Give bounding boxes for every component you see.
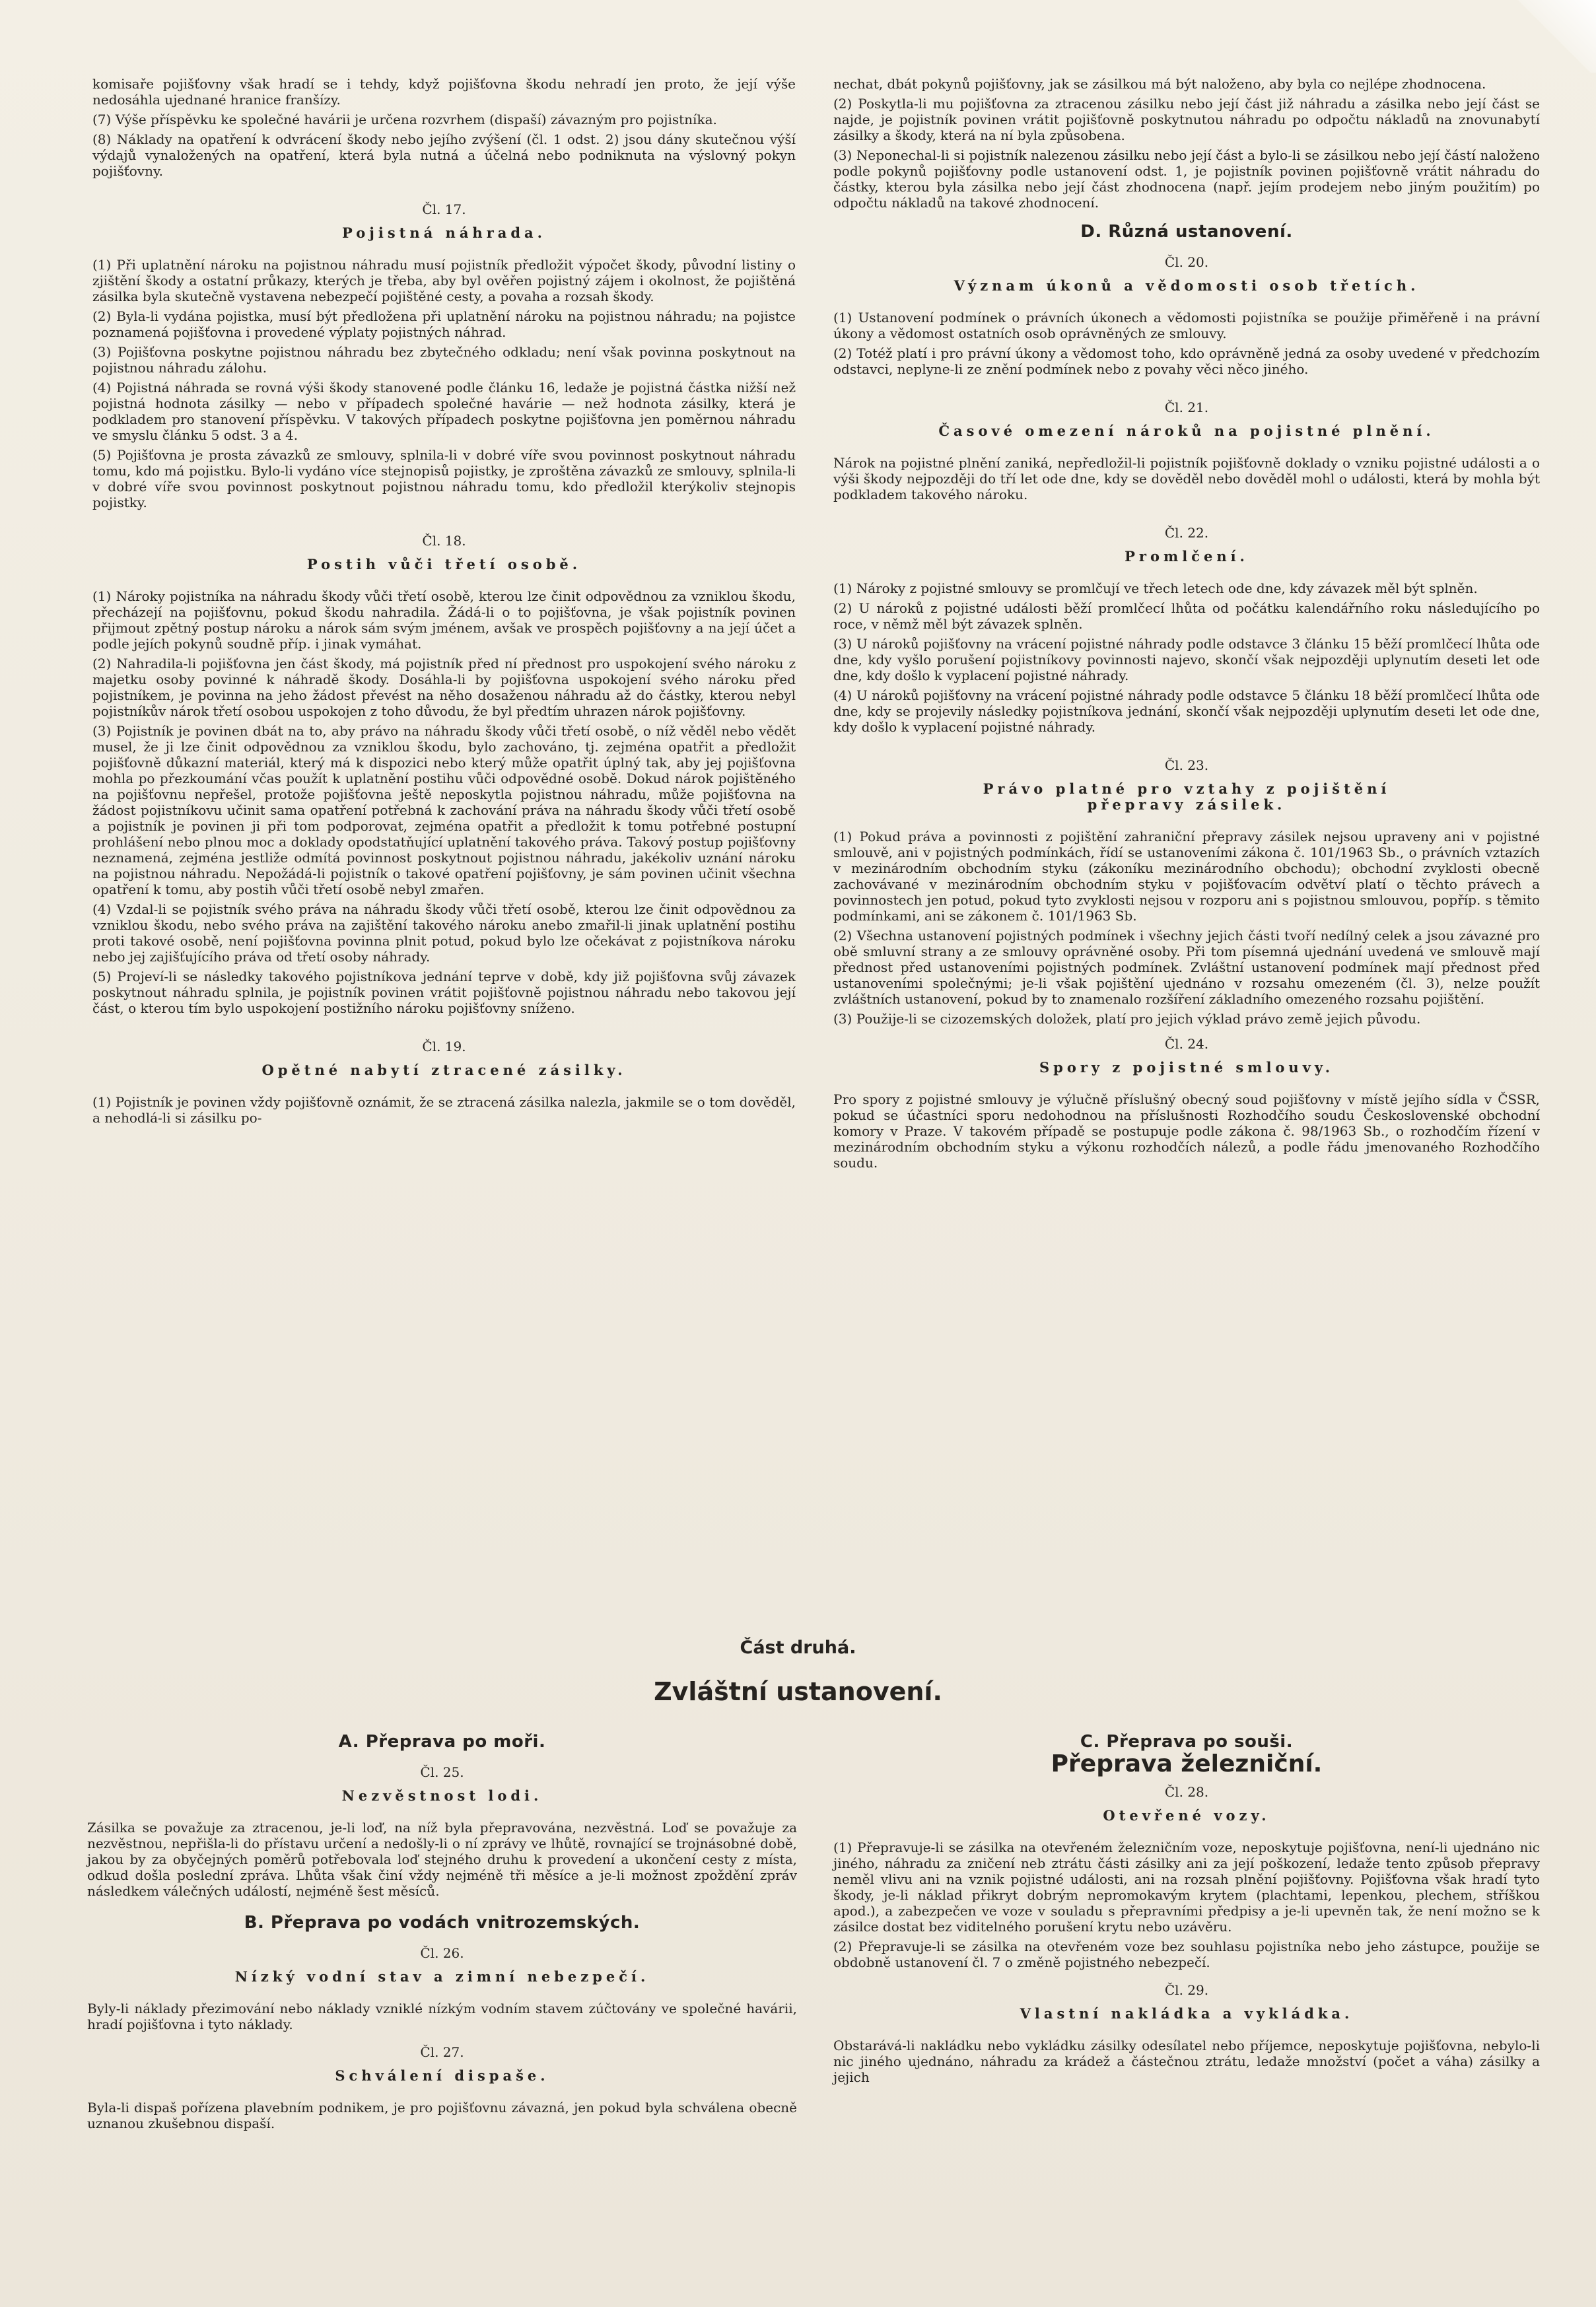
paragraph: (2) Přepravuje-li se zásilka na otevřeném voze bez souhlasu pojistníka nebo jeho zástupce, použije se obdobně ustanovení čl. 7 o změně pojistného nebezpečí. — [833, 1939, 1540, 1970]
article-title-28: Otevřené vozy. — [1103, 1807, 1270, 1824]
article-title-23-line1: Právo platné pro vztahy z pojištění — [983, 780, 1391, 797]
paragraph: (1) Pojistník je povinen vždy pojišťovně oznámit, že se ztracená zásilka nalezla, jakmile se o tom dověděl, a nehodlá-li si zásilku po- — [92, 1094, 796, 1126]
article-number-21: Čl. 21. — [1164, 399, 1209, 415]
article-number-29: Čl. 29. — [1164, 1982, 1209, 1998]
article-title-17: Pojistná náhrada. — [342, 224, 546, 241]
paragraph: (2) Totéž platí i pro právní úkony a vědomost toho, kdo oprávněně jedná za osoby uvedené v předchozím odstavci, neplyne-li ze znění podmínek nebo z povahy věci něco jiného. — [833, 345, 1540, 377]
article-title-25: Nezvěstnost lodi. — [341, 1787, 543, 1804]
article-number-19: Čl. 19. — [422, 1039, 466, 1054]
paragraph: (3) Neponechal-li si pojistník nalezenou zásilku nebo její část a bylo-li se zásilkou nebo její částí naloženo podle pokynů pojišťovny podle ustanovení odst. 1, je pojistník povinen pojišťovně vrátit náhradu do částky, kterou byla zásilka nebo její část zhodnocena (např. jejím prodejem nebo jiným použitím) po odpočtu nákladů na takové zhodnocení. — [833, 147, 1540, 211]
section-title-b: B. Přeprava po vodách vnitrozemských. — [244, 1913, 641, 1933]
part-two-label: Část druhá. — [740, 1637, 856, 1658]
paragraph: (3) Použije-li se cizozemských doložek, platí pro jejich výklad právo země jejich původu. — [833, 1011, 1421, 1027]
paragraph: (7) Výše příspěvku ke společné havárii je určena rozvrhem (dispaší) závazným pro pojistníka. — [92, 112, 717, 127]
paragraph: Nárok na pojistné plnění zaniká, nepředložil-li pojistník pojišťovně doklady o vzniku pojistné události a o výši škody nejpozději do tří let ode dne, kdy se dověděl nebo dověděl mohl o události, která by mohla být podkladem takového nároku. — [833, 455, 1540, 502]
section-c-column — [833, 1734, 1540, 2089]
paragraph: Zásilka se považuje za ztracenou, je-li loď, na níž byla přepravována, nezvěstná. Loď se považuje za nezvěstnou, nepřišla-li do přístavu určení a nedošly-li o ní zprávy ve lhůtě, rovnající se trojnásobné době, jakou by za obyčejných poměrů potřebovala loď stejného druhu k provedení a ukončení cesty z místa, odkud došla poslední zpráva. Lhůta však činí vždy nejméně tři měsíce a je-li možnost zpoždění zpráv následkem válečných událostí, nejméně šest měsíců. — [87, 1820, 797, 1899]
paragraph: komisaře pojišťovny však hradí se i tehdy, když pojišťovna škodu nehradí jen proto, že její výše nedosáhla ujednané hranice franšízy. — [92, 76, 796, 108]
paragraph: nechat, dbát pokynů pojišťovny, jak se zásilkou má být naloženo, aby byla co nejlépe zhodnocena. — [833, 76, 1486, 92]
paragraph: (4) U nároků pojišťovny na vrácení pojistné náhrady podle odstavce 5 článku 18 běží promlčecí lhůta ode dne, kdy se projevily následky pojistníkova jednání, skončí však nejpozději uplynutím deseti let ode dne, kdy došlo k vyplacení pojistné náhrady. — [833, 687, 1540, 735]
paragraph: (2) Všechna ustanovení pojistných podmínek i všechny jejich části tvoří nedílný celek a jsou závazné pro obě smluvní strany a ze smlouvy oprávněné osoby. Při tom písemná ujednání uvedená ve smlouvě mají přednost před ustanoveními pojistných podmínek. Zvláštní ustanovení podmínek mají přednost před ustanoveními společnými; je-li však pojištění ujednáno v rozsahu omezeném (čl. 3), nelze použít zvláštních ustanovení, pokud by to znamenalo rozšíření základního omezeného rozsahu pojištění. — [833, 928, 1540, 1007]
section-a-b-column — [87, 1734, 797, 2135]
paragraph: Byly-li náklady přezimování nebo náklady vzniklé nízkým vodním stavem zúčtovány ve společné havárii, hradí pojišťovna i tyto náklady. — [87, 2001, 797, 2032]
paragraph: (2) Poskytla-li mu pojišťovna za ztracenou zásilku nebo její část již náhradu a zásilka nebo její část se najde, je pojistník povinen vrátit pojišťovně poskytnutou náhradu po odpočtu nákladů na znovunabytí zásilky a škody, která na ní byla způsobena. — [833, 96, 1540, 143]
paragraph: (3) Pojišťovna poskytne pojistnou náhradu bez zbytečného odkladu; není však povinna poskytnout na pojistnou náhradu zálohu. — [92, 344, 796, 376]
article-title-24: Spory z pojistné smlouvy. — [1039, 1059, 1334, 1076]
article-number-23: Čl. 23. — [1164, 757, 1209, 773]
paragraph: (2) Nahradila-li pojišťovna jen část škody, má pojistník před ní přednost pro uspokojení svého nároku z majetku osoby povinné k náhradě škody. Dosáhla-li by pojišťovna uspokojení svého nároku před pojistníkem, je povinna na jeho žádost převést na něho dosaženou náhradu až do částky, kterou nebyl pojistníkův nárok třetí osobou uspokojen z toho důvodu, že byl předtím uhrazen nárok pojišťovny. — [92, 656, 796, 719]
article-number-22: Čl. 22. — [1164, 525, 1209, 541]
article-title-18: Postih vůči třetí osobě. — [306, 556, 582, 572]
article-title-19: Opětné nabytí ztracené zásilky. — [261, 1062, 627, 1078]
article-title-20: Význam úkonů a vědomosti osob třetích. — [954, 277, 1420, 294]
article-number-18: Čl. 18. — [422, 533, 466, 549]
paragraph: (4) Pojistná náhrada se rovná výši škody stanovené podle článku 16, ledaže je pojistná částka nižší než pojistná hodnota zásilky — nebo v případech společné havárie — než hodnota zásilky, která je podkladem pro stanovení příspěvku. V takových případech poskytne pojišťovna jen poměrnou náhradu ve smyslu článku 5 odst. 3 a 4. — [92, 380, 796, 443]
paragraph: (1) Při uplatnění nároku na pojistnou náhradu musí pojistník předložit výpočet škody, původní listiny o zjištění škody a ostatní průkazy, kterých je třeba, aby byl ověřen pojistný zájem i okolnost, že pojištěná zásilka byla skutečně vystavena nebezpečí pojištěné cesty, a povaha a rozsah škody. — [92, 257, 796, 304]
paragraph: (1) Ustanovení podmínek o právních úkonech a vědomosti pojistníka se použije přiměřeně i na právní úkony a vědomost ostatních osob oprávněných ze smlouvy. — [833, 310, 1540, 341]
paragraph: Pro spory z pojistné smlouvy je výlučně příslušný obecný soud pojišťovny v místě jejího sídla v ČSSR, pokud se účastníci sporu nedohodnou na příslušnosti Rozhodčího soudu Československé obchodní komory v Praze. V takovém případě se postupuje podle zákona č. 98/1963 Sb., o rozhodčím řízení v mezinárodním obchodním styku a výkonu rozhodčích nálezů, a podle řádu jmenovaného Rozhodčího soudu. — [833, 1091, 1540, 1171]
paragraph: (8) Náklady na opatření k odvrácení škody nebo jejího zvýšení (čl. 1 odst. 2) jsou dány skutečnou výší výdajů vynaložených na opatření, která byla nutná a účelná nebo podniknuta na výslovný pokyn pojišťovny. — [92, 131, 796, 179]
paragraph: (3) Pojistník je povinen dbát na to, aby právo na náhradu škody vůči třetí osobě, o níž věděl nebo vědět musel, že ji lze činit odpovědnou za vzniklou škodu, bylo zachováno, tj. zejména opatřit a předložit pojišťovně důkazní materiál, který má k dispozici nebo který může opatřit úplný tak, aby jej pojišťovna mohla po přezkoumání včas použít k uplatnění postihu vůči odpovědné osobě. Dokud nárok pojištěného na pojišťovnu nepřešel, protože pojišťovna ještě neposkytla pojistnou náhradu, může pojišťovna na žádost pojistníkovu učinit sama opatření potřebná k zachování práva na náhradu škody vůči třetí osobě a pojistník je povinen ji při tom podporovat, zejména opatřit a předložit k tomu potřebné postupní prohlášení nebo plnou moc a doklady opodstatňující uplatnění takového práva. Takový postup pojišťovny neznamená, zejména jestliže odmítá povinnost poskytnout pojistnou náhradu, jakékoliv uznání nároku na pojistnou náhradu. Nepožádá-li pojistník o takové opatření pojišťovny, je sám povinen učinit všechna opatření k tomu, aby postih vůči třetí osobě nebyl zmařen. — [92, 723, 796, 897]
article-title-22: Promlčení. — [1125, 548, 1249, 565]
paragraph: (1) Přepravuje-li se zásilka na otevřeném železničním voze, neposkytuje pojišťovna, není-li ujednáno nic jiného, náhradu za zničení neb ztrátu části zásilky ani za její poškození, ledaže tento způsob přepravy neměl vlivu ani na vznik pojistné události, ani na rozsah plnění pojišťovny. Pojišťovna však hradí tyto škody, je-li náklad přikryt dobrým nepromokavým krytem (plachtami, lepenkou, plechem, stříškou apod.), a zabezpečen ve voze v souladu s přepravními předpisy a je-li upevněn tak, že není možno se k zásilce dostat bez viditelného porušení krytu nebo uzávěru. — [833, 1840, 1540, 1935]
article-number-24: Čl. 24. — [1164, 1036, 1209, 1052]
page-fold-corner — [1497, 0, 1596, 73]
article-title-23-line2: přepravy zásilek. — [1087, 796, 1286, 813]
article-title-26: Nízký vodní stav a zimní nebezpečí. — [234, 1968, 650, 1985]
section-title-d: D. Různá ustanovení. — [1080, 222, 1293, 242]
paragraph: (4) Vzdal-li se pojistník svého práva na náhradu škody vůči třetí osobě, kterou lze činit odpovědnou za vzniklou škodu, nebo svého práva na zajištění takového nároku anebo zmařil-li jinak uplatnění postihu proti takové osobě, není pojišťovna povinna plnit potud, pokud bylo lze očekávat z pojistníkova nároku nebo jej zajišťujícího práva od třetí osoby náhrady. — [92, 901, 796, 965]
article-number-26: Čl. 26. — [420, 1945, 464, 1961]
article-title-29: Vlastní nakládka a vykládka. — [1020, 2005, 1354, 2022]
paragraph: Obstarává-li nakládku nebo vykládku zásilky odesílatel nebo příjemce, neposkytuje pojišťovna, nebylo-li nic jiného ujednáno, náhradu za krádež a částečnou ztrátu, ledaže množství (počet a váha) zásilky a jejich — [833, 2038, 1540, 2085]
section-subtitle-c: Přeprava železniční. — [1051, 1750, 1323, 1777]
article-title-27: Schválení dispaše. — [335, 2067, 549, 2084]
left-column — [92, 76, 796, 1130]
paragraph: (2) U nároků z pojistné události běží promlčecí lhůta od počátku kalendářního roku následujícího po roce, v němž měl být závazek splněn. — [833, 600, 1540, 632]
paragraph: (1) Nároky pojistníka na náhradu škody vůči třetí osobě, kterou lze činit odpovědnou za vzniklou škodu, přecházejí na pojišťovnu, pokud škodu nahradila. Žádá-li o to pojišťovna, je však pojistník povinen přijmout zpětný postup nároku a nárok sám svým jménem, avšak ve prospěch pojišťovny a na její účet a podle jejích pokynů soudně příp. i jinak vymáhat. — [92, 588, 796, 652]
article-number-25: Čl. 25. — [420, 1764, 464, 1780]
paragraph: (5) Projeví-li se následky takového pojistníkova jednání teprve v době, kdy již pojišťovna svůj závazek poskytnout náhradu splnila, je pojistník povinen vrátit pojišťovně pojistnou náhradu nebo takovou její část, o kterou tím bylo uspokojení postižního nároku pojišťovny sníženo. — [92, 969, 796, 1016]
article-number-28: Čl. 28. — [1164, 1784, 1209, 1800]
paragraph: (1) Pokud práva a povinnosti z pojištění zahraniční přepravy zásilek nejsou upraveny ani v pojistné smlouvě, ani v pojistných podmínkách, řídí se ustanoveními zákona č. 101/1963 Sb., o právních vztazích v mezinárodním obchodním styku (zákoníku mezinárodního obchodu); obchodní zvyklosti obecně zachovávané v mezinárodním obchodním styku v pojišťovacím odvětví platí o těchto právech a povinnostech jen potud, pokud tyto zvyklosti nejsou v rozporu ani s pojistnou smlouvou, popříp. s těmito podmínkami, ani se zákonem č. 101/1963 Sb. — [833, 829, 1540, 924]
part-two-title: Zvláštní ustanovení. — [654, 1677, 942, 1706]
article-title-21: Časové omezení nároků na pojistné plnění. — [938, 423, 1435, 439]
section-title-a: A. Přeprava po moři. — [338, 1732, 546, 1752]
paragraph: (5) Pojišťovna je prosta závazků ze smlouvy, splnila-li v dobré víře svou povinnost poskytnout náhradu tomu, kdo má pojistku. Bylo-li vydáno více stejnopisů pojistky, je zproštěna závazků ze smlouvy, splnila-li v dobré víře svou povinnost poskytnout pojistnou náhradu tomu, kdo předložil kterýkoliv stejnopis pojistky. — [92, 447, 796, 510]
paragraph: (1) Nároky z pojistné smlouvy se promlčují ve třech letech ode dne, kdy závazek měl být splněn. — [833, 580, 1478, 596]
paragraph: (2) Byla-li vydána pojistka, musí být předložena při uplatnění nároku na pojistnou náhradu; na pojistce poznamená pojišťovna i provedené výplaty pojistných náhrad. — [92, 308, 796, 340]
right-column — [833, 76, 1540, 1175]
article-number-27: Čl. 27. — [420, 2044, 464, 2060]
article-number-17: Čl. 17. — [422, 201, 466, 217]
section-title-c: C. Přeprava po souši. — [1080, 1732, 1294, 1752]
article-number-20: Čl. 20. — [1164, 254, 1209, 270]
paragraph: (3) U nároků pojišťovny na vrácení pojistné náhrady podle odstavce 3 článku 15 běží promlčecí lhůta ode dne, kdy vyšlo porušení pojistníkovy povinnosti najevo, skončí však nejpozději uplynutím deseti let ode dne, kdy došlo k vyplacení pojistné náhrady. — [833, 636, 1540, 683]
paragraph: Byla-li dispaš pořízena plavebním podnikem, je pro pojišťovnu závazná, jen pokud byla schválena obecně uznanou zkušebnou dispaší. — [87, 2100, 797, 2131]
